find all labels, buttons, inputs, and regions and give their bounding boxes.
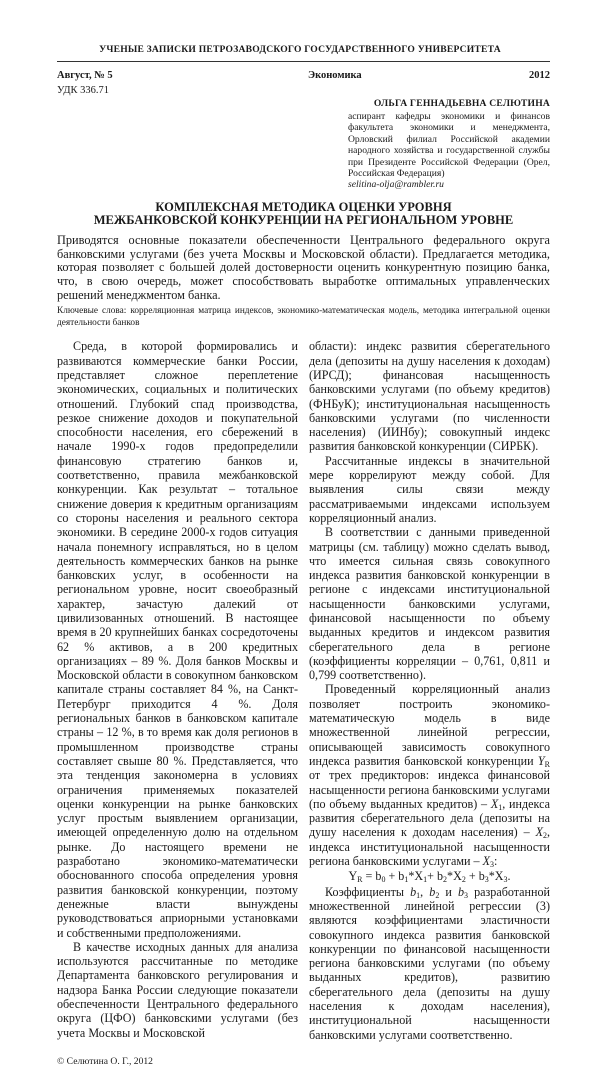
right-column <box>309 339 550 1042</box>
affiliation-text: аспирант кафедры экономики и финансов факультета экономики и менеджмента, Орловский филиал Российской академии народного хозяйства и государственной службы при Президенте Российской Федерации (Орел, Российская Федерация) <box>348 111 550 180</box>
abstract: Приводятся основные показатели обеспеченности Центрального федерального округа банковскими услугами (без учета Москвы и Московской области). Предлагается методика, которая позволяет с большей долей достоверности оценить конкурентную позицию банка, что, в свою очередь, может способствовать выработке оптимальных управленческих решений менеджментом банка. <box>57 232 550 302</box>
var-x1: X <box>490 796 499 811</box>
formula-part: *X <box>447 869 462 884</box>
issue-meta-row <box>57 70 550 81</box>
section-label: Экономика <box>307 70 362 81</box>
udk-code: УДК 336.71 <box>57 85 110 96</box>
paragraph <box>309 682 550 868</box>
formula-part: = b <box>362 869 382 884</box>
text-segment: и <box>439 884 458 899</box>
copyright: © Селютина О. Г., 2012 <box>57 1055 153 1067</box>
subscript: 2 <box>542 831 547 841</box>
subscript: 1 <box>404 875 409 885</box>
regression-formula <box>309 869 550 883</box>
paragraph: области): индекс развития сберегательного дела (депозиты на душу населения к доходам) (ИРСД); финансовая насыщенность банковскими услугами (по объему кредитов) (ФНБуК); институциональная насыщенность банковскими услугами (по численности населения) (ИИНбу); совокупный индекс развития банковской конкуренции (СИРБК). <box>309 339 550 454</box>
author-name: ОЛЬГА ГЕННАДЬЕВНА СЕЛЮТИНА <box>373 98 550 109</box>
subscript: 1 <box>416 890 421 900</box>
paragraph: В соответствии с данными приведенной матрицы (см. таблицу) можно сделать вывод, что имеется сильная связь совокупного индекса развития банковской конкуренции в регионе с индексами институциональной насыщенности банковскими услугами, финансовой насыщенности по объему выданных кредитов и индексом развития сберегательного дела в регионе (коэффициенты корреляции – 0,761, 0,811 и 0,799 соответственно). <box>309 525 550 683</box>
var-y: Y <box>537 753 545 768</box>
subscript: 0 <box>381 875 386 885</box>
paragraph: В качестве исходных данных для анализа используются рассчитанные по методике Департамента банковского регулирования и надзора Банка России следующие показатели обеспеченности Центрального федерального округа (ЦФО) банковскими услугами (без учета Москвы и Московской <box>57 939 298 1040</box>
subscript: 2 <box>461 875 466 885</box>
formula-part: Y <box>348 869 358 884</box>
text-segment: , индекса институциональной насыщенности региона банковскими услугами – <box>309 825 550 869</box>
formula-part: + b <box>385 869 405 884</box>
var-b3: b <box>457 884 465 899</box>
paragraph: Рассчитанные индексы в значительной мере коррелируют между собой. Для выявления силы связи между рассматриваемыми индексами используем корреляционный анализ. <box>309 453 550 525</box>
formula-part: . <box>507 869 511 884</box>
subscript: 1 <box>498 802 503 812</box>
subscript: 2 <box>435 890 440 900</box>
article-title <box>57 201 550 228</box>
title-line-1: КОМПЛЕКСНАЯ МЕТОДИКА ОЦЕНКИ УРОВНЯ <box>155 199 452 214</box>
subscript: 3 <box>484 875 489 885</box>
text-segment: Проведенный корреляционный анализ позволяет построить экономико-математическую модель в виде множественной линейной регрессии, описывающей зависимость совокупного индекса развития банковской конкуренции <box>309 682 550 768</box>
formula-part: + b <box>465 869 485 884</box>
subscript: 1 <box>423 875 428 885</box>
left-column <box>57 339 298 1040</box>
formula-part: + b <box>427 869 444 884</box>
subscript: 3 <box>490 860 494 870</box>
title-line-2: МЕЖБАНКОВСКОЙ КОНКУРЕНЦИИ НА РЕГИОНАЛЬНОМ УРОВНЕ <box>93 213 514 228</box>
text-segment: Коэффициенты <box>325 884 411 899</box>
author-email[interactable]: selitina-olja@rambler.ru <box>348 179 444 191</box>
text-segment: , индекса развития сберегательного дела (депозиты на душу населения к доходам населения) – <box>309 796 550 840</box>
author-affiliation <box>348 111 550 191</box>
subscript: 2 <box>443 875 448 885</box>
var-x3: X <box>482 854 490 869</box>
paragraph <box>309 885 550 1042</box>
formula-part: *X <box>488 869 504 884</box>
article-body <box>57 339 550 1042</box>
header-rule <box>57 61 550 62</box>
text-segment: , <box>420 884 430 899</box>
formula-part: *X <box>408 869 424 884</box>
issue-label: Август, № 5 <box>57 70 113 81</box>
var-x2: X <box>535 825 543 840</box>
year-label: 2012 <box>528 70 550 81</box>
subscript: 3 <box>503 875 508 885</box>
journal-title: УЧЕНЫЕ ЗАПИСКИ ПЕТРОЗАВОДСКОГО ГОСУДАРСТВЕННОГО УНИВЕРСИТЕТА <box>99 44 501 55</box>
text-segment: : <box>494 854 498 869</box>
text-segment: разработанной множественной линейной регрессии (3) являются коэффициентами эластичности совокупного индекса развития банковской конкуренции по финансовой насыщенности региона банковскими услугами (по объему выданных кредитов), развитию сберегательного дела (депозиты на душу населения к доходам населения), институциональной насыщенности банковскими услугами соответственно. <box>309 884 551 1042</box>
paragraph: Среда, в которой формировались и развиваются коммерческие банки России, представляет сложное переплетение экономических, социальных и политических отношений. Глубокий спад производства, резкое снижение доходов и покупательной способности населения, его сбережений в начале 1990-х годов предопределили финансовую стратегию банков и, соответственно, правила межбанковской конкуренции. Как результат – тотальное снижение доверия к кредитным организациям со стороны населения и реального сектора экономики. В середине 2000-х годов ситуация начала понемногу исправляться, но в целом деятельность коммерческих банков на рынке банковских услуг, в особенности на региональном уровне, носит своеобразный характер, зачастую далекий от цивилизованных отношений. В настоящее время в 20 крупнейших банках сосредоточены 62 % активов, а в 200 кредитных организациях – 89 %. Доля банков Москвы и Московской области в совокупном банковском капитале страны составляет 84 %, на Санкт-Петербург приходится 4 %. Доля региональных банков в банковском капитале страны – 12 %, в то время как доля регионов в промышленном производстве страны составляет свыше 80 %. Представляется, что эта тенденция закономерна в условиях ограничения применяемых показателей оценки конкуренции на рынке банковских услуг простым выявлением организации, имеющей определенную долю на отдельном рынке. До настоящего времени не разработано экономико-математически обоснованного способа определения уровня развития банковской конкуренции, поэтому денежные власти вынуждены руководствоваться априорными установками и собственными предположениями. <box>57 339 298 940</box>
var-b1: b <box>410 884 417 899</box>
subscript: 3 <box>464 890 469 900</box>
keywords: Ключевые слова: корреляционная матрица индексов, экономико-математическая модель, методика интегральной оценки деятельности банков <box>57 306 550 328</box>
var-b2: b <box>429 884 436 899</box>
subscript: R <box>357 875 363 885</box>
text-segment: от трех предикторов: индекса финансовой насыщенности региона банковскими услугами (по объему выданных кредитов) – <box>309 768 550 811</box>
subscript: R <box>544 759 550 769</box>
